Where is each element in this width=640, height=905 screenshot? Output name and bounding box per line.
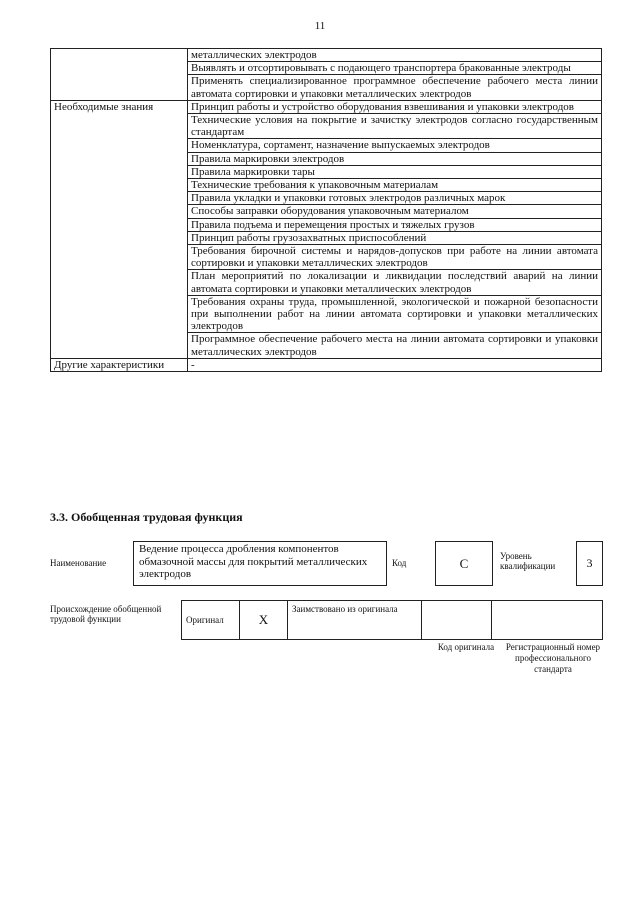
row-value: Правила маркировки тары (188, 165, 602, 178)
table-row (51, 100, 602, 113)
row-value: Технические требования к упаковочным материалам (188, 179, 602, 192)
original-code-caption: Код оригинала (437, 642, 495, 652)
skills-knowledge-table (50, 48, 602, 372)
row-value: Способы заправки оборудования упаковочным материалом (188, 205, 602, 218)
registration-number-cell (492, 601, 603, 640)
section-heading: 3.3. Обобщенная трудовая функция (50, 510, 243, 524)
row-group-label: Другие характеристики (51, 358, 188, 371)
row-value: металлических электродов (188, 49, 602, 62)
row-value: План мероприятий по локализации и ликвидации последствий аварий на линии автомата сортировки и упаковки металлических электродов (188, 270, 602, 295)
row-value: Принцип работы грузозахватных приспособлений (188, 231, 602, 244)
row-value: Правила маркировки электродов (188, 152, 602, 165)
row-value: Выявлять и отсортировывать с подающего транспортера бракованные электроды (188, 62, 602, 75)
row-value: Правила подъема и перемещения простых и тяжелых грузов (188, 218, 602, 231)
row-value: Технические условия на покрытие и зачистку электродов согласно государственным стандартам (188, 114, 602, 139)
qualification-level-label: Уровень квалификации (500, 551, 556, 571)
row-value: Правила укладки и упаковки готовых электродов различных марок (188, 192, 602, 205)
row-value: Принцип работы и устройство оборудования взвешивания и упаковки электродов (188, 100, 602, 113)
code-value: C (435, 541, 493, 586)
row-value: Требования охраны труда, промышленной, экологической и пожарной безопасности при выполнении работ на линии автомата сортировки и упаковки металлических электродов (188, 295, 602, 333)
origin-table (181, 600, 603, 640)
code-label: Код (392, 558, 407, 568)
row-group-label (51, 49, 188, 101)
table-row (51, 358, 602, 371)
name-label: Наименование (50, 558, 107, 568)
original-mark: X (240, 601, 288, 640)
row-value: Требования бирочной системы и нарядов-допусков при работе на линии автомата сортировки и упаковки металлических электродов (188, 245, 602, 270)
row-group-label: Необходимые знания (51, 100, 188, 358)
original-label: Оригинал (182, 601, 240, 640)
origin-label: Происхождение обобщенной трудовой функции (50, 604, 162, 624)
original-code-cell (422, 601, 492, 640)
qualification-level-value: 3 (576, 541, 603, 586)
row-value: - (188, 358, 602, 371)
borrowed-label: Заимствовано из оригинала (288, 601, 422, 640)
table-row (51, 49, 602, 62)
page-number: 11 (314, 20, 326, 32)
row-value: Номенклатура, сортамент, назначение выпускаемых электродов (188, 139, 602, 152)
row-value: Программное обеспечение рабочего места на линии автомата сортировки и упаковки металлических электродов (188, 333, 602, 358)
row-value: Применять специализированное программное обеспечение рабочего места линии автомата сортировки и упаковки металлических электродов (188, 75, 602, 100)
function-name-box: Ведение процесса дробления компонентов обмазочной массы для покрытий металлических электродов (133, 541, 387, 586)
registration-number-caption: Регистрационный номер профессионального стандарта (505, 642, 601, 674)
